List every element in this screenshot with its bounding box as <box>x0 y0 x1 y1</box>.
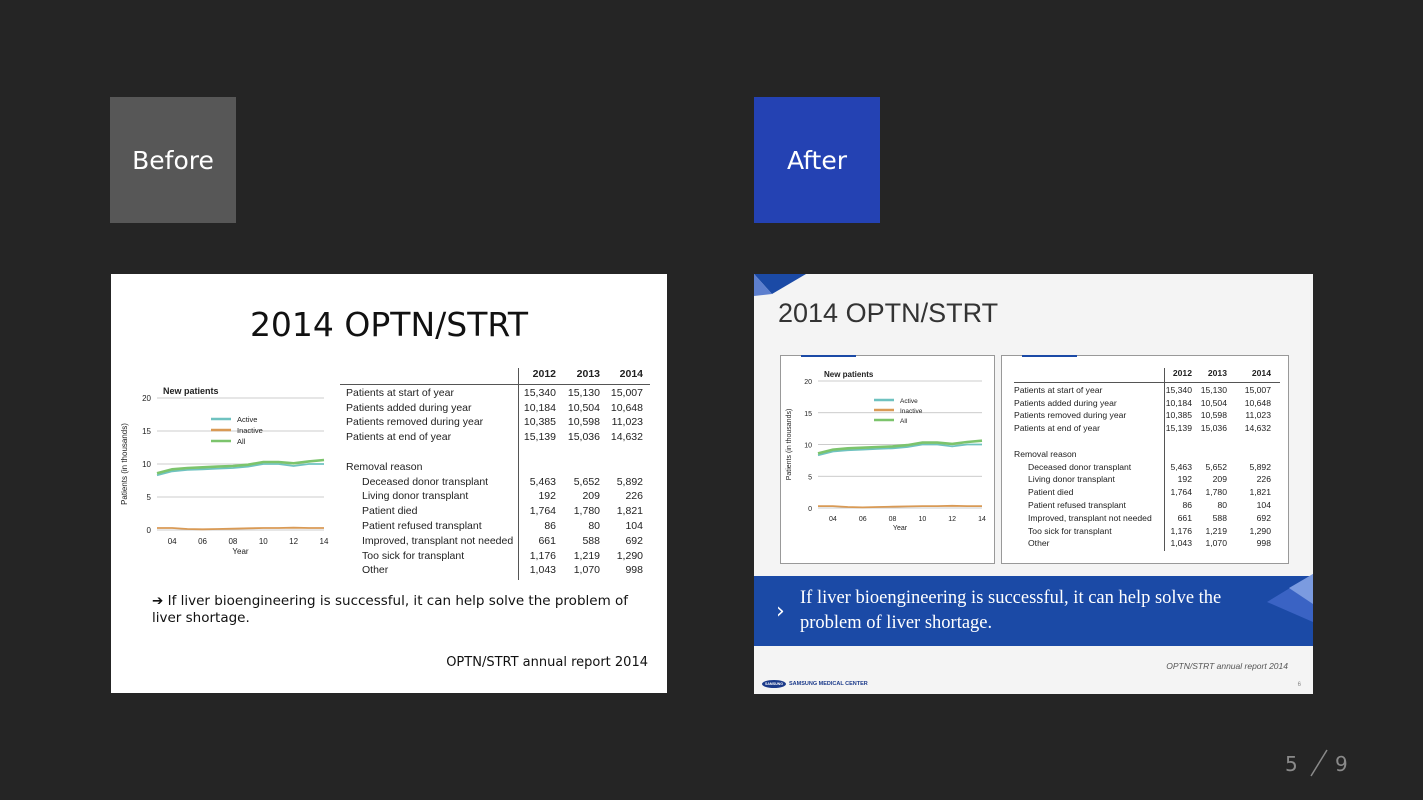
cell-value: 1,290 <box>1249 525 1271 536</box>
chevron-right-icon: › <box>776 599 785 624</box>
conclusion-note: If liver bioengineering is successful, it can help solve the problem of liver shortage. <box>800 588 1222 633</box>
cell-value: 588 <box>1212 512 1227 523</box>
cell-value: 998 <box>625 564 643 577</box>
legend-label-all: All <box>237 437 246 446</box>
year-header: 2012 <box>532 368 556 380</box>
source-citation: OPTN/STRT annual report 2014 <box>446 655 648 670</box>
cell-value: 1,176 <box>529 549 556 562</box>
x-tick-label: 06 <box>858 516 867 523</box>
new-patients-chart <box>119 382 334 567</box>
row-label: Patient refused transplant <box>362 520 482 532</box>
year-header: 2013 <box>1207 368 1227 378</box>
cell-value: 209 <box>582 490 600 503</box>
conclusion-note: ➔ If liver bioengineering is successful, it can help solve the problem of liver shortage. <box>152 593 629 626</box>
cell-value: 661 <box>1177 512 1192 523</box>
removal-table <box>1014 368 1280 553</box>
cell-value: 1,070 <box>1205 538 1227 549</box>
cell-value: 80 <box>1217 500 1227 510</box>
y-tick-label: 5 <box>808 474 812 482</box>
cell-value: 209 <box>1212 474 1227 485</box>
cell-value: 10,648 <box>610 401 643 414</box>
legend-label-inactive: Inactive <box>900 408 923 415</box>
row-label: Patients removed during year <box>1014 410 1127 421</box>
x-tick-label: 10 <box>918 516 927 523</box>
x-tick-label: 12 <box>289 537 299 546</box>
cell-value: 15,036 <box>1200 423 1227 434</box>
samsung-logo <box>762 680 868 688</box>
current-page: 5 <box>1285 752 1298 776</box>
cell-value: 86 <box>1182 500 1192 510</box>
row-label: Patient died <box>1028 487 1074 498</box>
cell-value: 10,648 <box>1244 397 1271 408</box>
slide-page-number: 6 <box>1297 682 1301 688</box>
cell-value: 692 <box>625 534 643 547</box>
header-rule <box>340 384 650 385</box>
banner-decoration <box>1259 574 1313 622</box>
cell-value: 192 <box>538 490 556 503</box>
row-label: Deceased donor transplant <box>362 475 489 488</box>
row-label: Improved, transplant not needed <box>1028 512 1152 523</box>
cell-value: 15,007 <box>610 386 643 399</box>
row-label: Patient refused transplant <box>1028 500 1126 510</box>
y-tick-label: 20 <box>142 394 151 403</box>
y-tick-label: 5 <box>146 493 151 502</box>
total-pages: 9 <box>1335 752 1348 776</box>
y-tick-label: 0 <box>146 526 151 535</box>
series-line-inactive <box>818 506 982 508</box>
cell-value: 1,821 <box>616 505 643 518</box>
cell-value: 5,463 <box>529 475 556 488</box>
legend-label-active: Active <box>900 398 918 405</box>
year-header: 2014 <box>619 368 643 380</box>
x-tick-label: 08 <box>888 516 897 523</box>
cell-value: 10,504 <box>567 401 600 414</box>
cell-value: 86 <box>544 520 556 532</box>
row-label: Too sick for transplant <box>362 549 465 562</box>
cell-value: 226 <box>625 490 643 503</box>
cell-value: 192 <box>1177 474 1192 485</box>
chart-title: New patients <box>824 370 874 379</box>
cell-value: 14,632 <box>610 431 643 444</box>
cell-value: 661 <box>538 534 556 547</box>
chart-title: New patients <box>163 386 219 396</box>
cell-value: 998 <box>1256 538 1271 549</box>
logo-text: SAMSUNG MEDICAL CENTER <box>789 681 868 687</box>
y-tick-label: 15 <box>142 427 151 436</box>
cell-value: 15,036 <box>567 431 600 444</box>
before-slide-thumbnail[interactable] <box>111 274 667 693</box>
cell-value: 1,290 <box>616 549 643 562</box>
row-label: Patients at start of year <box>1014 384 1103 395</box>
slide-title: 2014 OPTN/STRT <box>778 298 999 328</box>
y-tick-label: 15 <box>804 410 812 418</box>
after-slide-thumbnail[interactable] <box>754 274 1313 694</box>
cell-value: 10,385 <box>1165 410 1192 421</box>
y-tick-label: 20 <box>804 379 812 386</box>
y-axis-title: Patients (in thousands) <box>120 423 129 505</box>
cell-value: 11,023 <box>611 416 643 429</box>
legend-label-active: Active <box>237 415 258 424</box>
cell-value: 1,043 <box>529 564 556 577</box>
removal-table <box>340 368 650 580</box>
after-label-text: After <box>786 145 848 175</box>
cell-value: 5,463 <box>1170 461 1192 472</box>
cell-value: 1,780 <box>573 505 600 518</box>
row-label: Patients at end of year <box>346 431 452 444</box>
x-axis-title: Year <box>892 525 908 532</box>
cell-value: 104 <box>1256 500 1271 510</box>
row-label: Patients added during year <box>346 401 472 414</box>
cell-value: 1,780 <box>1205 487 1227 498</box>
row-label: Living donor transplant <box>1028 474 1115 485</box>
cell-value: 15,340 <box>1165 384 1192 395</box>
row-label: Other <box>362 564 389 577</box>
x-tick-label: 04 <box>829 516 837 523</box>
after-label <box>754 97 880 223</box>
cell-value: 80 <box>588 520 600 532</box>
year-header: 2014 <box>1251 368 1271 378</box>
new-patients-chart <box>784 369 989 547</box>
x-tick-label: 04 <box>167 537 177 546</box>
row-label: Living donor transplant <box>362 490 469 503</box>
cell-value: 1,219 <box>1205 525 1227 536</box>
cell-value: 1,764 <box>529 505 556 518</box>
before-label-text: Before <box>132 145 214 175</box>
cell-value: 10,184 <box>523 401 556 414</box>
cell-value: 10,598 <box>567 416 600 429</box>
x-tick-label: 06 <box>198 537 207 546</box>
x-tick-label: 14 <box>319 537 329 546</box>
slide-title: 2014 OPTN/STRT <box>249 305 529 344</box>
x-tick-label: 14 <box>978 516 986 523</box>
row-label: Patients added during year <box>1014 397 1117 408</box>
cell-value: 15,340 <box>523 386 556 399</box>
cell-value: 15,130 <box>567 386 600 399</box>
row-label: Patients at start of year <box>346 386 454 399</box>
year-header: 2013 <box>576 368 600 380</box>
cell-value: 10,184 <box>1165 397 1192 408</box>
cell-value: 1,821 <box>1249 487 1271 498</box>
cell-value: 5,892 <box>1249 461 1271 472</box>
row-label: Patients at end of year <box>1014 423 1100 434</box>
row-label: Deceased donor transplant <box>1028 461 1132 472</box>
pager-divider <box>1305 748 1331 778</box>
x-axis-title: Year <box>232 547 249 556</box>
cell-value: 15,130 <box>1200 384 1227 395</box>
cell-value: 1,070 <box>573 564 600 577</box>
row-label: Patients removed during year <box>346 416 484 429</box>
cell-value: 15,139 <box>523 431 556 444</box>
y-tick-label: 0 <box>808 506 812 513</box>
logo-badge: SAMSUNG <box>762 680 786 688</box>
cell-value: 104 <box>625 520 643 532</box>
source-citation: OPTN/STRT annual report 2014 <box>1166 661 1288 671</box>
x-tick-label: 10 <box>258 537 268 546</box>
cell-value: 226 <box>1256 474 1271 485</box>
x-tick-label: 08 <box>228 537 238 546</box>
series-line-inactive <box>157 528 324 530</box>
cell-value: 11,023 <box>1245 410 1271 421</box>
row-label: Removal reason <box>1014 448 1077 459</box>
legend-label-all: All <box>900 418 908 425</box>
cell-value: 14,632 <box>1244 423 1271 434</box>
row-label: Other <box>1028 538 1050 549</box>
cell-value: 10,504 <box>1200 397 1227 408</box>
row-label: Removal reason <box>346 460 423 473</box>
year-header: 2012 <box>1172 368 1192 378</box>
x-tick-label: 12 <box>948 516 957 523</box>
row-label: Patient died <box>362 505 418 518</box>
row-label: Improved, transplant not needed <box>362 534 514 547</box>
row-label: Too sick for transplant <box>1028 525 1112 536</box>
cell-value: 692 <box>1256 512 1271 523</box>
cell-value: 588 <box>582 534 600 547</box>
y-axis-title: Patients (in thousands) <box>786 408 793 481</box>
header-rule <box>1014 382 1280 383</box>
cell-value: 15,139 <box>1165 423 1192 434</box>
cell-value: 5,652 <box>1205 461 1227 472</box>
column-divider <box>1164 368 1165 551</box>
cell-value: 5,892 <box>616 475 643 488</box>
cell-value: 10,385 <box>523 416 556 429</box>
legend-label-inactive: Inactive <box>237 426 263 435</box>
cell-value: 5,652 <box>573 475 600 488</box>
cell-value: 1,043 <box>1170 538 1192 549</box>
y-tick-label: 10 <box>142 460 151 469</box>
cell-value: 15,007 <box>1244 384 1271 395</box>
cell-value: 10,598 <box>1200 410 1227 421</box>
cell-value: 1,764 <box>1170 487 1192 498</box>
column-divider <box>518 368 519 580</box>
y-tick-label: 10 <box>804 442 812 450</box>
cell-value: 1,219 <box>573 549 600 562</box>
before-label <box>110 97 236 223</box>
cell-value: 1,176 <box>1170 525 1192 536</box>
